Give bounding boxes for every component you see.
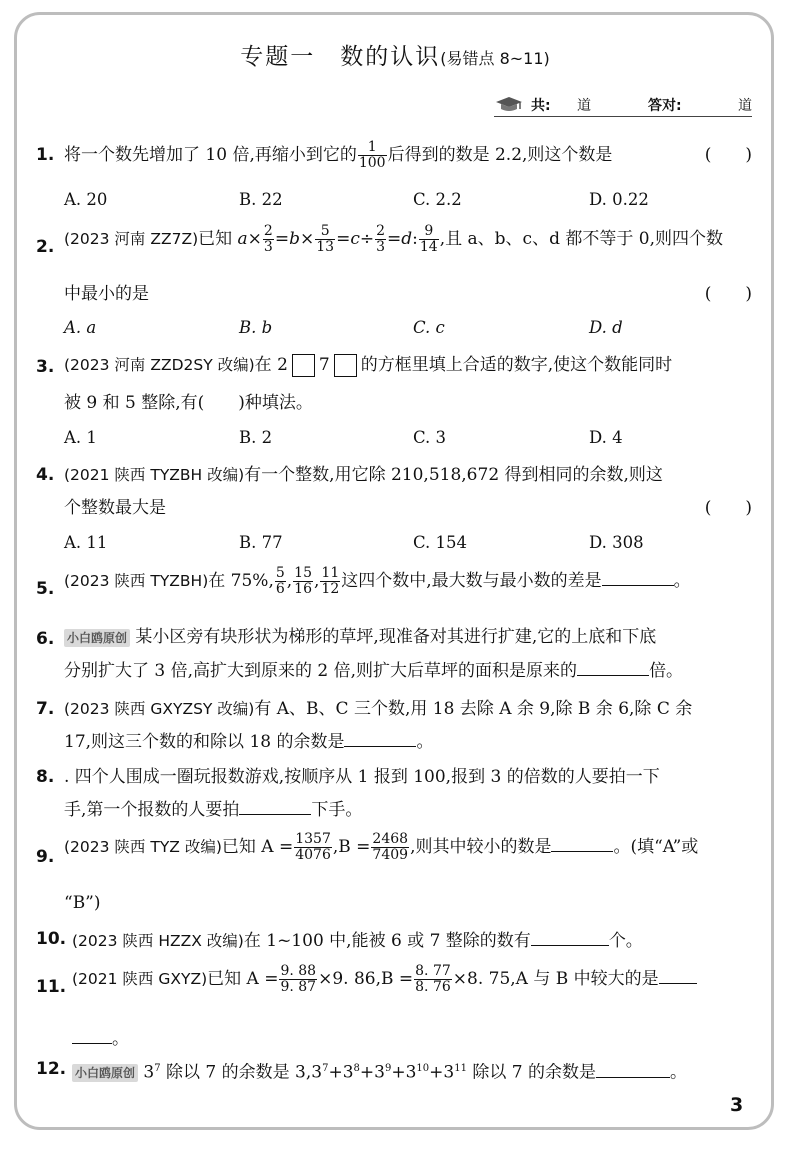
question-9: 9. (2023 陕西 TYZ 改编)已知 A = $\frac{1357}{4076}$ ,B = $\frac{2468}{7409}$ ,则其中较小的数是 。(填“A”或 “B”): [36, 831, 699, 913]
source-tag: (2023 河南 ZZ7Z): [64, 230, 199, 248]
question-number: 7.: [36, 699, 55, 719]
question-number: 12.: [36, 1059, 67, 1079]
source-tag: (2023 陕西 TYZBH): [64, 572, 209, 590]
question-number: 11.: [36, 977, 67, 997]
fraction: $\frac{1}{100}$: [358, 139, 386, 171]
question-2: 2. (2023 河南 ZZ7Z)已知 a× $\frac{2}{3}$ =b× $\frac{5}{13}$ =c÷ $\frac{2}{3}$ =d: $\frac{9}{14}$ ,且 a、b、c、d 都不等于 0,则四个数 中最小的是 ( ) A. a B. b C. c D. d: [36, 223, 752, 337]
source-tag: (2023 陕西 TYZ 改编): [64, 838, 222, 856]
question-number: 9.: [36, 847, 55, 867]
question-6: 6. 小白鸥原创 某小区旁有块形状为梯形的草坪,现准备对其进行扩建,它的上底和下底 分别扩大了 3 倍,高扩大到原来的 2 倍,则扩大后草坪的面积是原来的 倍。: [36, 627, 684, 681]
answer-paren: ( ): [704, 145, 752, 165]
question-number: 3.: [36, 357, 55, 377]
question-number: 5.: [36, 579, 55, 599]
option-a: A. a: [64, 318, 97, 337]
source-tag: (2021 陕西 TYZBH 改编): [64, 466, 245, 484]
option-d: D. d: [589, 318, 623, 337]
option-c: C. 154: [413, 533, 468, 552]
total-label: 共:: [531, 98, 551, 114]
question-12: 12. 小白鸥原创 $3^7$ 除以 7 的余数是 $3,3^7+3^8+3^9+3^{10}+3^{11}$ 除以 7 的余数是 。: [36, 1059, 687, 1083]
original-tag: 小白鸥原创: [64, 629, 130, 647]
question-7: 7. (2023 陕西 GXYZSY 改编)有 A、B、C 三个数,用 18 去除 A 余 9,除 B 余 6,除 C 余 17,则这三个数的和除以 18 的余数是 。: [36, 699, 693, 752]
answer-blank: [344, 729, 416, 747]
answer-blank: [531, 928, 609, 946]
option-a: A. 11: [64, 533, 108, 552]
option-b: B. 2: [239, 428, 273, 447]
option-d: D. 0.22: [589, 190, 649, 209]
question-number: 1.: [36, 145, 55, 165]
option-b: B. 22: [239, 190, 283, 209]
option-a: A. 1: [64, 428, 97, 447]
fill-box: [334, 354, 357, 377]
option-b: B. b: [239, 318, 273, 337]
original-tag: 小白鸥原创: [72, 1064, 138, 1082]
page-number: 3: [730, 1094, 744, 1116]
answer-blank: [602, 568, 674, 586]
source-tag: (2023 陕西 HZZX 改编): [72, 932, 244, 950]
question-11: 11. (2021 陕西 GXYZ)已知 A = $\frac{9. 88}{9. 87}$ ×9. 86,B = $\frac{8. 77}{8. 76}$ ×8. 75,A 与 B 中较大的是 。: [36, 964, 752, 1048]
option-b: B. 77: [239, 533, 283, 552]
question-5: 5. (2023 陕西 TYZBH)在 75%, $\frac{5}{6}$ , $\frac{15}{16}$ , $\frac{11}{12}$ 这四个数中,最大数与最小数的差是 。: [36, 565, 691, 599]
question-1: 1. 将一个数先增加了 10 倍,再缩小到它的 $\frac{1}{100}$ 后得到的数是 2.2,则这个数是 ( ) A. 20 B. 22 C. 2.2 D. 0.22: [36, 139, 752, 209]
question-number: 10.: [36, 929, 67, 949]
question-number: 6.: [36, 629, 55, 649]
answer-blank: [551, 834, 613, 852]
graduation-cap-icon: [494, 96, 524, 118]
question-number: 4.: [36, 465, 55, 485]
question-number: 8.: [36, 767, 55, 787]
option-c: C. 3: [413, 428, 447, 447]
answer-blank-cont: [72, 1026, 112, 1044]
question-4: 4. (2021 陕西 TYZBH 改编)有一个整数,用它除 210,518,672 得到相同的余数,则这 个整数最大是 ( ) A. 11 B. 77 C. 154 D. 308: [36, 465, 752, 552]
correct-label: 答对:: [648, 98, 682, 114]
option-d: D. 4: [589, 428, 623, 447]
option-c: C. c: [413, 318, 445, 337]
answer-blank: [659, 966, 697, 984]
score-line: [494, 96, 752, 117]
question-8: 8. . 四个人围成一圈玩报数游戏,按顺序从 1 报到 100,报到 3 的倍数的人要拍一下 手,第一个报数的人要拍 下手。: [36, 767, 660, 820]
source-tag: (2021 陕西 GXYZ): [72, 970, 208, 988]
question-number: 2.: [36, 237, 55, 257]
total-unit: 道: [577, 98, 591, 114]
title-subtitle: (易错点 8~11): [440, 49, 550, 68]
source-tag: (2023 河南 ZZD2SY 改编): [64, 356, 255, 374]
fill-box: [292, 354, 315, 377]
answer-paren: ( ): [704, 498, 752, 518]
option-d: D. 308: [589, 533, 644, 552]
option-c: C. 2.2: [413, 190, 462, 209]
question-3: 3. (2023 河南 ZZD2SY 改编)在 2 7 的方框里填上合适的数字,使这个数能同时 被 9 和 5 整除,有( )种填法。 A. 1 B. 2 C. 3 D. 4: [36, 355, 673, 447]
answer-paren: ( ): [704, 284, 752, 304]
page-title: 专题一 数的认识(易错点 8~11): [240, 44, 550, 70]
answer-blank: [239, 797, 311, 815]
question-10: 10. (2023 陕西 HZZX 改编)在 1~100 中,能被 6 或 7 整除的数有 个。: [36, 929, 643, 951]
option-a: A. 20: [64, 190, 108, 209]
correct-unit: 道: [738, 98, 752, 114]
source-tag: (2023 陕西 GXYZSY 改编): [64, 700, 255, 718]
answer-blank: [577, 658, 649, 676]
answer-blank: [596, 1060, 670, 1078]
